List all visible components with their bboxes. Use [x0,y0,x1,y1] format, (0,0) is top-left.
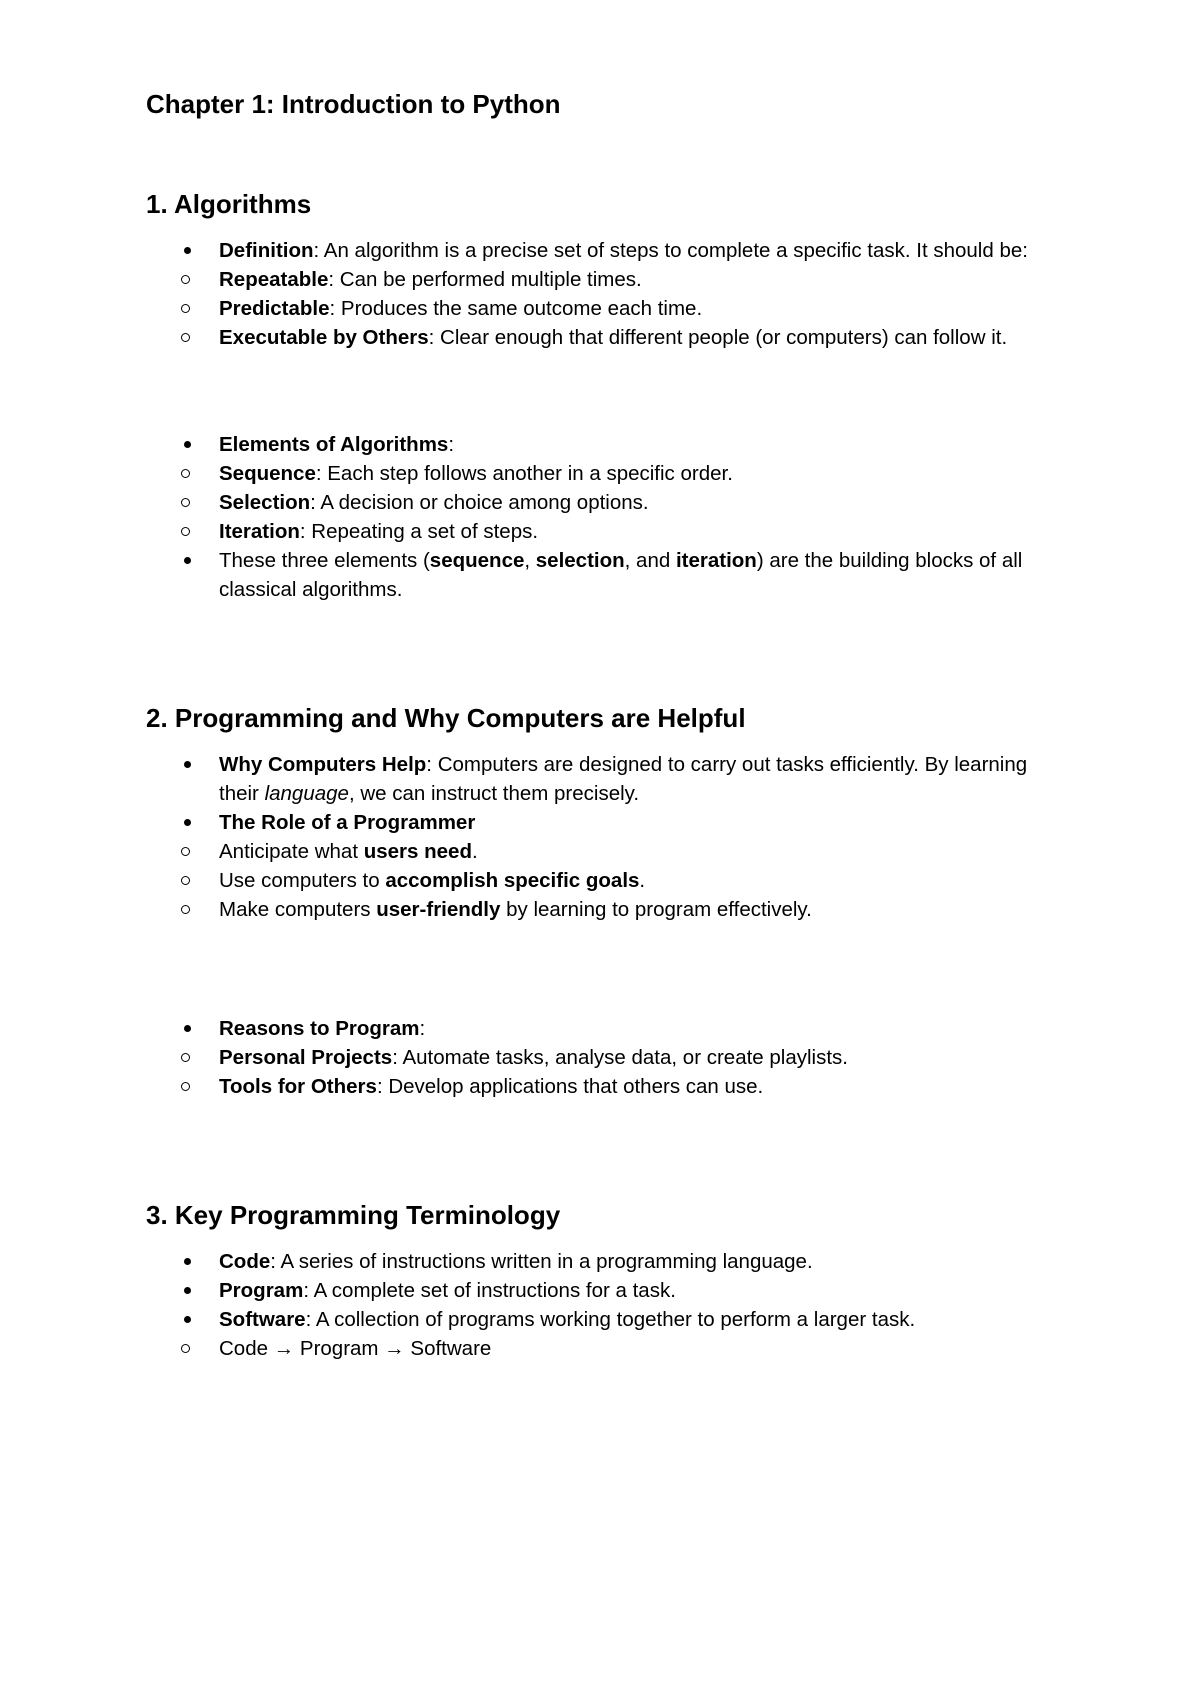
term: Why Computers Help [219,753,427,776]
term: iteration [675,549,757,572]
text: , and [624,549,676,572]
term: Personal Projects [219,1046,393,1069]
term: selection [535,549,625,572]
term: Tools for Others [219,1075,377,1098]
sub-list-item [146,459,1066,488]
bullet-list [146,1247,1066,1363]
text: : Automate tasks, analyse data, or create playlists. [392,1046,848,1069]
text: : Each step follows another in a specific order. [315,462,733,485]
text: . [471,840,478,863]
list-item [146,546,1066,604]
term: Executable by Others [219,326,429,349]
text: : A series of instructions written in a programming language. [270,1250,813,1273]
text: : A complete set of instructions for a task. [303,1279,676,1302]
sub-list [146,1334,1066,1363]
sub-list [146,459,1066,546]
sub-list-item [146,517,1066,546]
text: Use computers to [219,869,386,892]
term: sequence [429,549,525,572]
sub-list [146,837,1066,924]
spacer [146,924,1066,1014]
term: Predictable [219,297,330,320]
text: : Computers are designed to carry out tasks efficiently. By learning their [219,753,1028,805]
bullet-list [146,236,1066,352]
sub-list-item [146,1072,1066,1101]
sub-list-item [146,323,1066,352]
list-item [146,430,1066,546]
list-item [146,1247,1066,1276]
spacer [146,1101,1066,1199]
term: user-friendly [376,898,501,921]
term: Reasons to Program [219,1017,420,1040]
sub-list [146,1043,1066,1101]
section-terminology [146,1199,1066,1363]
text: : Repeating a set of steps. [299,520,539,543]
section-heading: 3. Key Programming Terminology [146,1200,561,1230]
bullet-list [146,750,1066,924]
list-item [146,1276,1066,1305]
text: : [448,433,455,456]
text: , [524,549,536,572]
text: : Develop applications that others can use. [376,1075,764,1098]
text: : A collection of programs working together to perform a larger task. [305,1308,916,1331]
sub-list-item [146,294,1066,323]
bullet-list [146,430,1066,604]
term: Repeatable [219,268,329,291]
spacer [146,352,1066,430]
document-page [146,88,1066,1363]
text: ) are the building blocks of all classical algorithms. [219,549,1023,601]
term: Elements of Algorithms [219,433,449,456]
list-item [146,1305,1066,1363]
term: Software [219,1308,306,1331]
term: Code [219,1250,271,1273]
sub-list-item [146,866,1066,895]
text: : Can be performed multiple times. [328,268,642,291]
section-algorithms [146,188,1066,604]
term: accomplish specific goals [385,869,640,892]
text: . [639,869,646,892]
text: by learning to program effectively. [500,898,812,921]
section-heading: 1. Algorithms [146,189,312,219]
italic-text: language [264,782,349,805]
term: The Role of a Programmer [219,811,476,834]
sub-list-item [146,895,1066,924]
chapter-title: Chapter 1: Introduction to Python [146,89,561,119]
list-item [146,236,1066,352]
term: Selection [219,491,311,514]
text: : Clear enough that different people (or computers) can follow it. [428,326,1008,349]
term: Iteration [219,520,300,543]
text: : [419,1017,426,1040]
term: users need [363,840,472,863]
list-item [146,808,1066,924]
text: , we can instruct them precisely. [348,782,640,805]
term: Definition [219,239,314,262]
sub-list-item [146,488,1066,517]
text: Anticipate what [219,840,364,863]
text: Make computers [219,898,377,921]
text: : Produces the same outcome each time. [329,297,703,320]
term: Program [219,1279,304,1302]
text: These three elements ( [219,549,430,572]
sub-list-item [146,1334,1066,1363]
sub-list-item [146,265,1066,294]
sub-list-item [146,1043,1066,1072]
section-heading: 2. Programming and Why Computers are Helpful [146,703,746,733]
sub-list-item [146,837,1066,866]
term: Sequence [219,462,316,485]
list-item [146,1014,1066,1101]
text: : A decision or choice among options. [310,491,649,514]
flow-text: Code → Program → Software [219,1337,492,1360]
section-programming [146,702,1066,1101]
bullet-list [146,1014,1066,1101]
list-item [146,750,1066,808]
text: : An algorithm is a precise set of steps to complete a specific task. It should be: [313,239,1028,262]
sub-list [146,265,1066,352]
spacer [146,604,1066,702]
